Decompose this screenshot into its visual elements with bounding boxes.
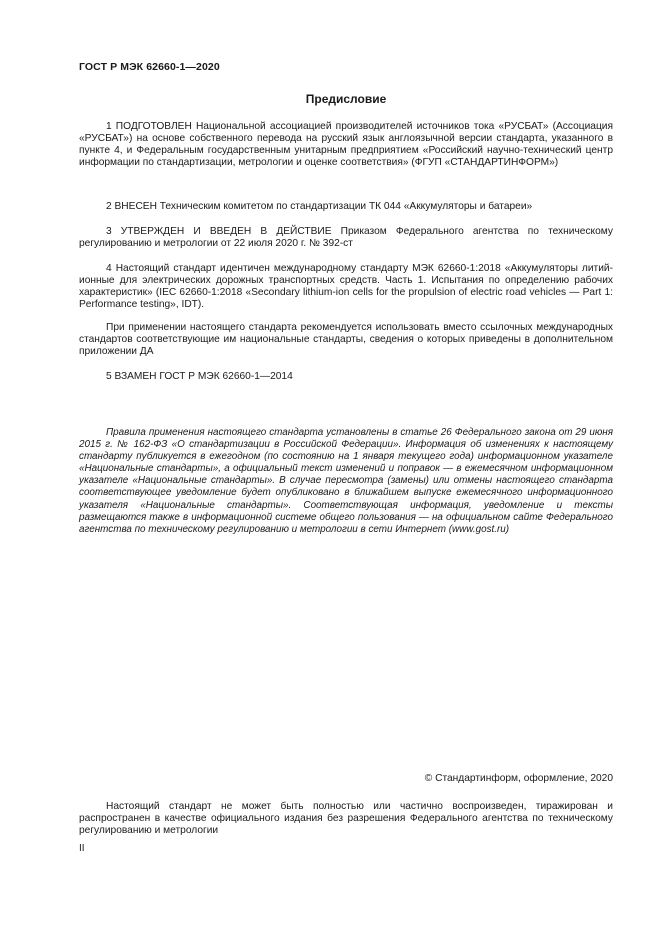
- paragraph-4: 4 Настоящий стандарт идентичен международному стандарту МЭК 62660-1:2018 «Аккумуляторы литий-ионные для электрических дорожных транспортных средств. Часть 1. Испытания по определению рабочих характеристик» (IEC 62660-1:2018 «Secondary lithium-ion cells for the propulsion of electric road vehicles — Part 1: Performance testing», IDT).: [79, 263, 613, 311]
- paragraph-2: 2 ВНЕСЕН Техническим комитетом по стандартизации ТК 044 «Аккумуляторы и батареи»: [106, 201, 533, 212]
- section-title: Предисловие: [305, 92, 387, 106]
- document-code: ГОСТ Р МЭК 62660-1—2020: [79, 61, 220, 73]
- paragraph-5: 5 ВЗАМЕН ГОСТ Р МЭК 62660-1—2014: [106, 371, 293, 382]
- reproduction-notice: Настоящий стандарт не может быть полностью или частично воспроизведен, тиражирован и распространен в качестве официального издания без разрешения Федерального агентства по техническому регулированию и метрологии: [79, 801, 613, 837]
- application-notice: Правила применения настоящего стандарта установлены в статье 26 Федерального закона от 29 июня 2015 г. № 162-ФЗ «О стандартизации в Российской Федерации». Информация об изменениях к настоящему стандарту публикуется в ежегодном (по состоянию на 1 января текущего года) информационном указателе «Национальные стандарты», а официальный текст изменений и поправок — в ежемесячном информационном указателе «Национальные стандарты». В случае пересмотра (замены) или отмены настоящего стандарта соответствующее уведомление будет опубликовано в ближайшем выпуске ежемесячного информационного указателя «Национальные стандарты». Соответствующая информация, уведомление и тексты размещаются также в информационной системе общего пользования — на официальном сайте Федерального агентства по техническому регулированию и метрологии в сети Интернет (www.gost.ru): [79, 427, 613, 535]
- paragraph-1: 1 ПОДГОТОВЛЕН Национальной ассоциацией производителей источников тока «РУСБАТ» (Ассоциация «РУСБАТ») на основе собственного перевода на русский язык англоязычной версии стандарта, указанного в пункте 4, и Федеральным государственным унитарным предприятием «Российский научно-технический центр информации по стандартизации, метрологии и оценке соответствия» (ФГУП «СТАНДАРТИНФОРМ»): [79, 121, 613, 169]
- page-number: II: [79, 843, 85, 854]
- copyright-line: © Стандартинформ, оформление, 2020: [424, 773, 613, 784]
- paragraph-3: 3 УТВЕРЖДЕН И ВВЕДЕН В ДЕЙСТВИЕ Приказом Федерального агентства по техническому регулированию и метрологии от 22 июля 2020 г. № 392-ст: [79, 226, 613, 250]
- paragraph-4-note: При применении настоящего стандарта рекомендуется использовать вместо ссылочных международных стандартов соответствующие им национальные стандарты, сведения о которых приведены в дополнительном приложении ДА: [79, 322, 613, 358]
